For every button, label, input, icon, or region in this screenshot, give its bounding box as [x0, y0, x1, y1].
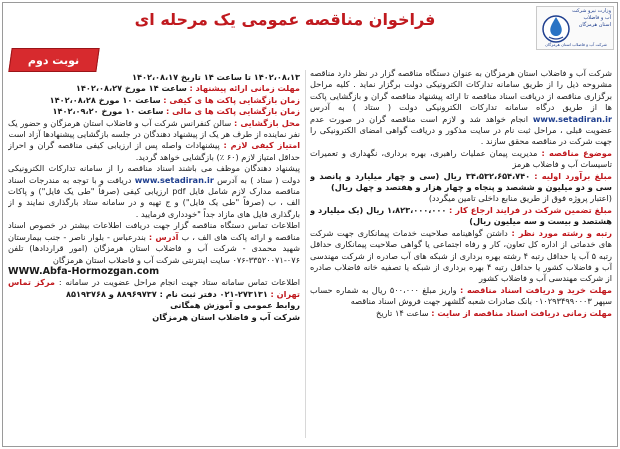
submit-value: ساعت ۱۴ مورخ ۱۴۰۲،۰۸،۲۷	[75, 83, 187, 94]
deadline-item	[310, 308, 612, 319]
estimate-item	[310, 171, 612, 194]
tech-opening-item	[8, 95, 300, 106]
intro-paragraph	[310, 68, 612, 148]
min-score-item	[8, 140, 300, 163]
fin-opening-value: ساعت ۱۰ مورخ ۱۴۰۲،۰۹،۲۰	[52, 106, 164, 117]
setad-url[interactable]: www.setadiran.ir	[532, 113, 612, 124]
info-item	[8, 220, 300, 266]
deadline-value: ساعت ۱۴ تاریخ	[376, 307, 429, 318]
receipt-label: مهلت خرید و دریافت اسناد مناقصه :	[460, 284, 612, 295]
notice-title: فراخوان مناقصه عمومی یک مرحله ای	[134, 10, 436, 29]
receipt-value: واریز مبلغ ۵۰۰،۰۰۰ ریال به شماره حساب سپهر ۰۱۰۲۹۳۴۹۹۰۰۰۳ بانک صادرات شعبه گلشهر جهت فروش اسناد مناقصه	[310, 284, 612, 307]
rank-item	[310, 228, 612, 285]
place-label: محل بازگشایی :	[234, 117, 300, 128]
left-column	[8, 72, 300, 442]
address-value: بندرعباس - بلوار ناصر - جنب بیمارستان شهید محمدی - شرکت آب و فاضلاب استان هرمزگان (امور قراردادها) تلفن ۰۷۶-۳۳۵۲۰۰۷۱-۰۷۶ سایت اینترنتی شرکت آب و فاضلاب استان هرمزگان	[8, 231, 300, 265]
signature-org-1: روابط عمومی و آموزش همگانی	[170, 300, 300, 311]
estimate-note: (اعتبار پروژه فوق از طریق منابع داخلی تامین میگردد)	[428, 193, 612, 204]
fin-opening-item	[8, 106, 300, 117]
address-label: آدرس :	[148, 231, 179, 242]
signature-org-2: شرکت آب و فاضلاب استان هرمزگان	[152, 311, 300, 322]
upload-tail: دریافت و با توجه به مندرجات اسناد مناقصه مدارک لازم شامل فایل pdf ارزیابی کیفی (صرفاً "طی یک فایل") و پاکات الف ، ب (صرفاً "طی یک فایل") و ج تهیه و در سامانه ستاد بارگذاری نمایند و از بارگذاری فایل های مازاد جداً "خودداری فرمایید .	[8, 174, 300, 219]
setad-info-text: اطلاعات تماس سامانه ستاد جهت انجام مراحل عضویت در سامانه :	[58, 277, 300, 288]
receipt-item	[310, 285, 612, 308]
upload-text: پیشنهاد دهندگان موظف می باشند اسناد مناقصه را از سامانه تدارکات الکترونیکی دولت ( ستاد ) به آدرس	[8, 163, 300, 185]
tech-opening-label: زمان بازگشایی پاکت ها ی کیفی :	[163, 94, 300, 105]
fin-opening-label: زمان بازگشایی پاکت ها ی مالی :	[166, 106, 300, 117]
right-column	[310, 68, 612, 440]
intro-text: شرکت آب و فاضلاب استان هرمزگان به عنوان دستگاه مناقصه گزار در نظر دارد مناقصه مشروحه ذیل را از طریق سامانه تدارکات الکترونیکی دولت برگزار نماید . کلیه مراحل برگزاری مناقصه از دریافت اسناد مناقصه تا ارائه پیشنهاد مناقصه گران و بازگشایی پاکت ها از طریق درگاه سامانه تدارکات الکترونیکی دولت ( ستاد ) به آدرس	[310, 68, 612, 113]
round-badge-label: نوبت دوم	[28, 53, 80, 67]
logo-org-text: وزارت نیرو شرکت آب و فاضلاب استان هرمزگان	[572, 8, 611, 28]
submit-item	[8, 83, 300, 94]
column-divider	[305, 70, 306, 438]
place-value: سالن کنفرانس شرکت آب و فاضلاب استان هرمزگان و حضور یک نفر نماینده از طرف هر یک از پیشنهاد دهندگان در جلسه بازگشایی پیشنهادها آزاد است	[8, 117, 300, 140]
estimate-value: ۳۴،۵۳۲،۶۵۴،۷۴۰ ریال (سی و چهار میلیارد و پانصد و سی و دو میلیون و ششصد و پنجاه و چهار هزار و هفتصد و چهل ریال)	[310, 170, 612, 193]
setad-center-label: مرکز تماس تهران :	[8, 277, 300, 299]
water-drop-icon	[541, 11, 571, 45]
deadline-label: مهلت زمانی دریافت اسناد مناقصه از سایت :	[431, 307, 612, 318]
intro-tail: انجام خواهد شد و لازم است مناقصه گران در صورت عدم عضویت قبلی ، مراحل ثبت نام در سایت مذکور و دریافت گواهی امضای الکترونیکی را جهت شرکت در مناقصه محقق سازند .	[310, 113, 612, 147]
subject-label: موضوع مناقصه :	[541, 147, 612, 158]
tech-opening-value: ساعت ۱۰ مورخ ۱۴۰۲،۰۸،۲۸	[49, 94, 161, 105]
download-window-dates: ۱۴۰۲،۰۸،۱۳ تا ساعت ۱۴ تاریخ ۱۴۰۲،۰۸،۱۷	[131, 72, 300, 82]
notice-header	[4, 4, 616, 48]
min-score-value: پیشنهادات واصله پس از ارزیابی کیفی مناقصه گران و احراز حداقل امتیاز لازم (۶۰ ٪) بازگشایی خواهد گردید.	[8, 140, 300, 162]
logo-caption: شرکت آب و فاضلاب استان هرمزگان	[545, 42, 607, 47]
info-text: اطلاعات تماس دستگاه مناقصه گزار جهت دریافت اطلاعات بیشتر در خصوص اسناد مناقصه و ارائه پاکت های الف ، ب	[8, 220, 300, 242]
submit-label: مهلت زمانی ارائه پیشنهاد :	[189, 83, 300, 94]
setad-phones: ۲۷۳۱۳۱-۰۲۱ دفتر ثبت نام : ۸۸۹۶۹۷۳۷ و ۸۵۱۹۳۷۶۸	[65, 288, 268, 299]
estimate-label: مبلغ برآورد اولیه :	[534, 170, 612, 181]
setad-contact-item	[8, 277, 300, 300]
upload-item	[8, 163, 300, 220]
guarantee-label: مبلغ تضمین شرکت در فرایند ارجاع کار :	[449, 204, 612, 215]
company-logo	[536, 6, 614, 50]
rank-value: داشتن گواهینامه صلاحیت خدمات پیمانکاری جهت شرکت های خدماتی از اداره کل تعاون، کار و رفاه اجتماعی یا گواهی صلاحیت پیمانکاری حداقل رتبه ۵ آب یا حداقل رتبه ۴ رشته بهره برداری از شبکه های آب صادره از شرکت مهندسی آب و فاضلاب کشور یا حداقل رتبه ۴ بهره برداری از شبکه یا تصفیه خانه فاضلاب صادره از شرکت مهندسی آب و فاضلاب کشور	[310, 227, 612, 284]
min-score-label: امتیاز کیفی لازم :	[223, 140, 300, 151]
place-item	[8, 118, 300, 141]
subject-item	[310, 148, 612, 171]
rank-label: رتبه و رشته مورد نظر :	[511, 227, 612, 238]
upload-url[interactable]: www.setadiran.ir	[134, 174, 214, 185]
round-badge	[8, 48, 99, 72]
subject-value: مدیریت پیمان عملیات راهبری، بهره برداری، نگهداری و تعمیرات تاسیسات آب و فاضلاب هرمز	[310, 147, 612, 170]
guarantee-item	[310, 205, 612, 228]
company-website[interactable]: WWW.Abfa-Hormozgan.com	[8, 265, 160, 277]
guarantee-value: ۱،۸۲۳،۰۰۰،۰۰۰ ریال (یک میلیارد و هشتصد و بیست و سه میلیون ریال)	[310, 204, 612, 227]
